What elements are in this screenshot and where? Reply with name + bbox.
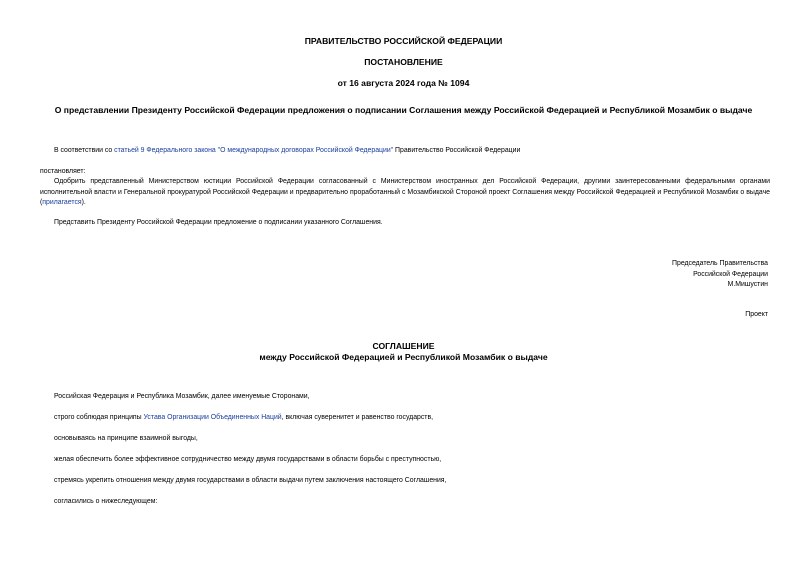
basis-prefix-text: В соответствии со [54, 147, 115, 154]
decrees-text: постановляет: [40, 168, 86, 175]
basis-paragraph [54, 146, 520, 157]
federal-law-link[interactable]: статьей 9 Федерального закона "О международных договорах Российской Федерации" [114, 147, 394, 154]
un-charter-link[interactable]: Устава Организации Объединенных Наций [143, 414, 282, 421]
approve-prefix-text: Одобрить представленный Министерством юстиции Российской Федерации согласованный с Министерством иностранных дел Российской Федерации, другими заинтересованными федеральными органами исполнительной власти и Генеральной прокуратурой Российской Федерации и предварительно проработанный с Мозамбикской Стороной проект Соглашения между Российской Федерацией и Республикой Мозамбик о выдаче ( [40, 178, 770, 206]
basis-suffix-text: Правительство Российской Федерации [393, 147, 521, 154]
date-number-heading: от 16 августа 2024 года № 1094 [337, 78, 470, 88]
agreement-title: СОГЛАШЕНИЕ [372, 341, 435, 351]
agreement-subtitle: между Российской Федерацией и Республикой Мозамбик о выдаче [259, 352, 548, 362]
preamble-agreed: согласились о нижеследующем: [54, 498, 158, 505]
document-type-heading: ПОСТАНОВЛЕНИЕ [364, 57, 443, 67]
approve-suffix-text: ). [81, 199, 86, 206]
signature-organization: Российской Федерации [693, 270, 768, 278]
preamble-mutual-benefit: основываясь на принципе взаимной выгоды, [54, 435, 198, 442]
preamble-parties: Российская Федерация и Республика Мозамбик, далее именуемые Сторонами, [54, 393, 310, 400]
approve-paragraph [40, 177, 770, 209]
attached-link[interactable]: прилагается [42, 199, 82, 206]
signature-position: Председатель Правительства [672, 260, 768, 267]
government-heading: ПРАВИТЕЛЬСТВО РОССИЙСКОЙ ФЕДЕРАЦИИ [304, 36, 503, 46]
project-label: Проект [745, 311, 768, 318]
preamble-relations: стремясь укрепить отношения между двумя государствами в области выдачи путем заключения настоящего Соглашения, [54, 477, 447, 484]
preamble-cooperation: желая обеспечить более эффективное сотрудничество между двумя государствами в области борьбы с преступностью, [54, 456, 442, 463]
preamble-principles [54, 413, 433, 424]
signature-block [672, 259, 768, 291]
present-paragraph: Представить Президенту Российской Федерации предложение о подписании указанного Соглашения. [54, 219, 383, 226]
principles-prefix-text: строго соблюдая принципы [54, 414, 144, 421]
document-subject-title: О представлении Президенту Российской Федерации предложения о подписании Соглашения между Российской Федерацией и Республикой Мозамбик о выдаче [54, 105, 753, 115]
signature-name: М.Мишустин [727, 281, 768, 288]
principles-suffix-text: , включая суверенитет и равенство государств, [281, 414, 434, 421]
